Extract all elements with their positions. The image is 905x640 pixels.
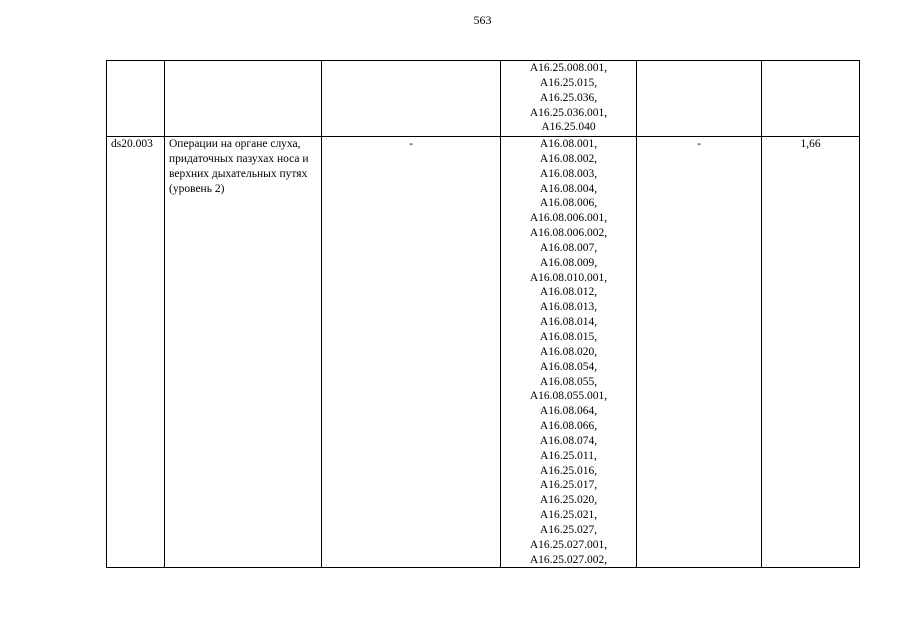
- page-number: 563: [473, 13, 492, 27]
- code-item: A16.25.017,: [539, 479, 598, 492]
- cell-col5: [637, 61, 762, 137]
- code-item: A16.08.007,: [539, 241, 598, 254]
- cell-col5: -: [637, 137, 762, 568]
- code-item: A16.25.008.001,: [529, 62, 608, 74]
- code-item: A16.08.054,: [539, 360, 598, 373]
- code-item: A16.25.015,: [539, 76, 598, 89]
- code-item: A16.25.040: [541, 121, 596, 134]
- code-item: A16.25.016,: [539, 464, 598, 477]
- code-item: A16.08.055.001,: [529, 390, 608, 403]
- cell-name: [165, 61, 322, 137]
- code-item: A16.08.006,: [539, 197, 598, 210]
- code-item: A16.08.004,: [539, 182, 598, 195]
- code-item: A16.08.006.001,: [529, 212, 608, 225]
- code-item: A16.08.009,: [539, 256, 598, 269]
- code-item: A16.08.014,: [539, 316, 598, 329]
- code-item: A16.25.027,: [539, 523, 598, 536]
- tariff-table: [106, 60, 860, 568]
- cell-code: [107, 61, 165, 137]
- code-item: A16.08.074,: [539, 434, 598, 447]
- code-item: A16.08.015,: [539, 330, 598, 343]
- code-item: A16.25.011,: [540, 449, 597, 462]
- cell-coefficient: [762, 61, 860, 137]
- code-item: A16.25.036,: [539, 91, 598, 104]
- code-item: A16.25.027.001,: [529, 538, 608, 551]
- cell-coefficient: 1,66: [762, 137, 860, 568]
- cell-name: Операции на органе слуха, придаточных пазухах носа и верхних дыхательных путях (уровень 2): [165, 137, 322, 568]
- code-item: A16.08.002,: [539, 152, 598, 165]
- code-item: A16.25.036.001,: [529, 106, 608, 119]
- table-row: [107, 137, 860, 568]
- code-item: A16.08.006.002,: [529, 227, 608, 240]
- codes-list: [505, 61, 632, 135]
- code-item: A16.08.001,: [539, 138, 598, 150]
- table-row-continued: [107, 61, 860, 137]
- code-item: A16.08.010.001,: [529, 271, 608, 284]
- code-item: A16.08.055,: [539, 375, 598, 388]
- cell-col3: [322, 61, 501, 137]
- codes-list: [505, 137, 632, 567]
- code-item: A16.08.003,: [539, 167, 598, 180]
- cell-col3: -: [322, 137, 501, 568]
- code-item: A16.25.020,: [539, 494, 598, 507]
- code-item: A16.08.012,: [539, 286, 598, 299]
- code-item: A16.08.020,: [539, 345, 598, 358]
- code-item: A16.08.064,: [539, 405, 598, 418]
- code-item: A16.25.021,: [539, 509, 598, 522]
- code-item: A16.08.013,: [539, 301, 598, 314]
- cell-code: ds20.003: [107, 137, 165, 568]
- cell-codes-list: [501, 137, 637, 568]
- code-item: A16.08.066,: [539, 420, 598, 433]
- code-item: A16.25.027.002,: [529, 553, 608, 566]
- cell-codes-list: [501, 61, 637, 137]
